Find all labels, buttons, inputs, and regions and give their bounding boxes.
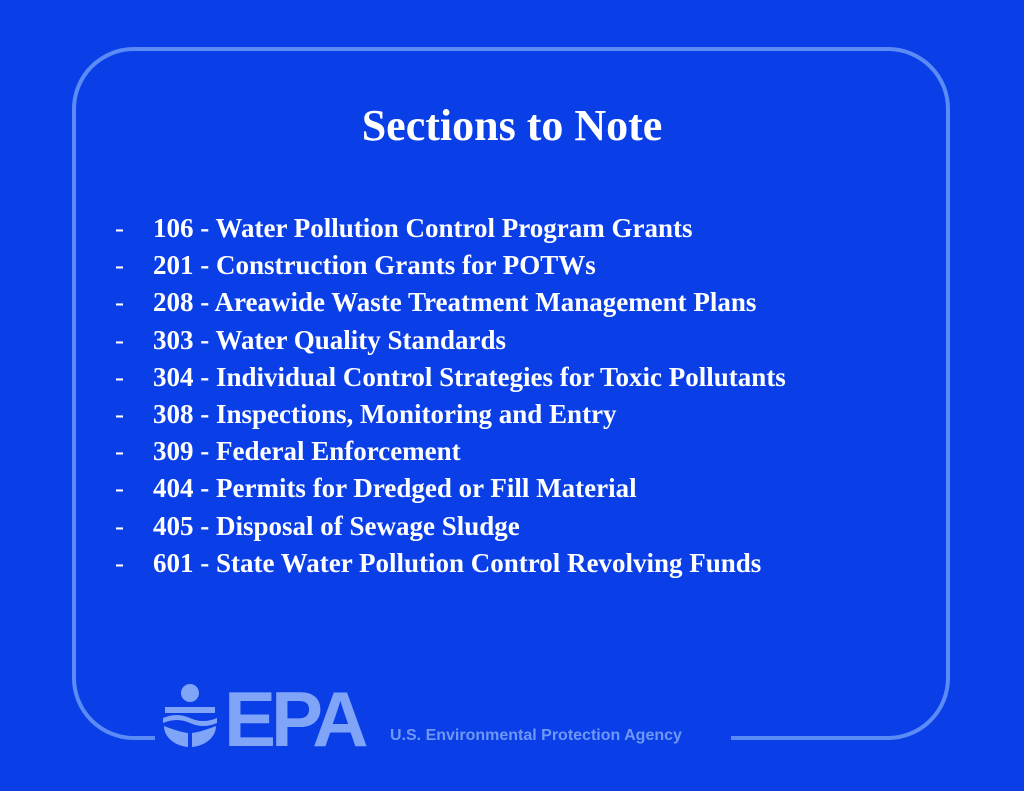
list-item-text: 308 - Inspections, Monitoring and Entry bbox=[153, 399, 617, 430]
agency-name: U.S. Environmental Protection Agency bbox=[390, 727, 682, 744]
list-item bbox=[115, 359, 786, 396]
list-item-text: 208 - Areawide Waste Treatment Management Plans bbox=[153, 287, 757, 318]
list-item-text: 201 - Construction Grants for POTWs bbox=[153, 250, 596, 281]
list-bullet: - bbox=[115, 436, 124, 467]
epa-flower-icon bbox=[163, 684, 217, 747]
list-bullet: - bbox=[115, 213, 124, 243]
sections-list bbox=[115, 210, 786, 582]
list-bullet: - bbox=[115, 547, 124, 578]
list-item bbox=[115, 433, 786, 470]
list-item bbox=[115, 470, 786, 507]
list-item bbox=[115, 545, 786, 582]
list-bullet: - bbox=[115, 287, 124, 318]
list-item-text: 304 - Individual Control Strategies for Toxic Pollutants bbox=[153, 361, 786, 392]
list-item bbox=[115, 284, 786, 321]
list-bullet: - bbox=[115, 399, 124, 430]
list-item-text: 309 - Federal Enforcement bbox=[153, 436, 461, 467]
list-bullet: - bbox=[115, 510, 124, 541]
list-item bbox=[115, 247, 786, 284]
epa-wordmark: EPA bbox=[224, 680, 364, 750]
list-item bbox=[115, 396, 786, 433]
list-item bbox=[115, 322, 786, 359]
list-item bbox=[115, 508, 786, 545]
list-item-text: 303 - Water Quality Standards bbox=[153, 324, 507, 355]
list-item bbox=[115, 210, 786, 247]
list-bullet: - bbox=[115, 361, 124, 392]
list-item-text: 405 - Disposal of Sewage Sludge bbox=[153, 510, 520, 541]
list-item-text: 404 - Permits for Dredged or Fill Material bbox=[153, 473, 637, 504]
list-bullet: - bbox=[115, 324, 124, 355]
list-item-text: 106 - Water Pollution Control Program Grants bbox=[153, 213, 693, 243]
epa-logo bbox=[160, 680, 374, 750]
list-bullet: - bbox=[115, 473, 124, 504]
list-item-text: 601 - State Water Pollution Control Revolving Funds bbox=[153, 547, 762, 578]
slide-title: Sections to Note bbox=[361, 101, 663, 150]
list-bullet: - bbox=[115, 250, 124, 281]
